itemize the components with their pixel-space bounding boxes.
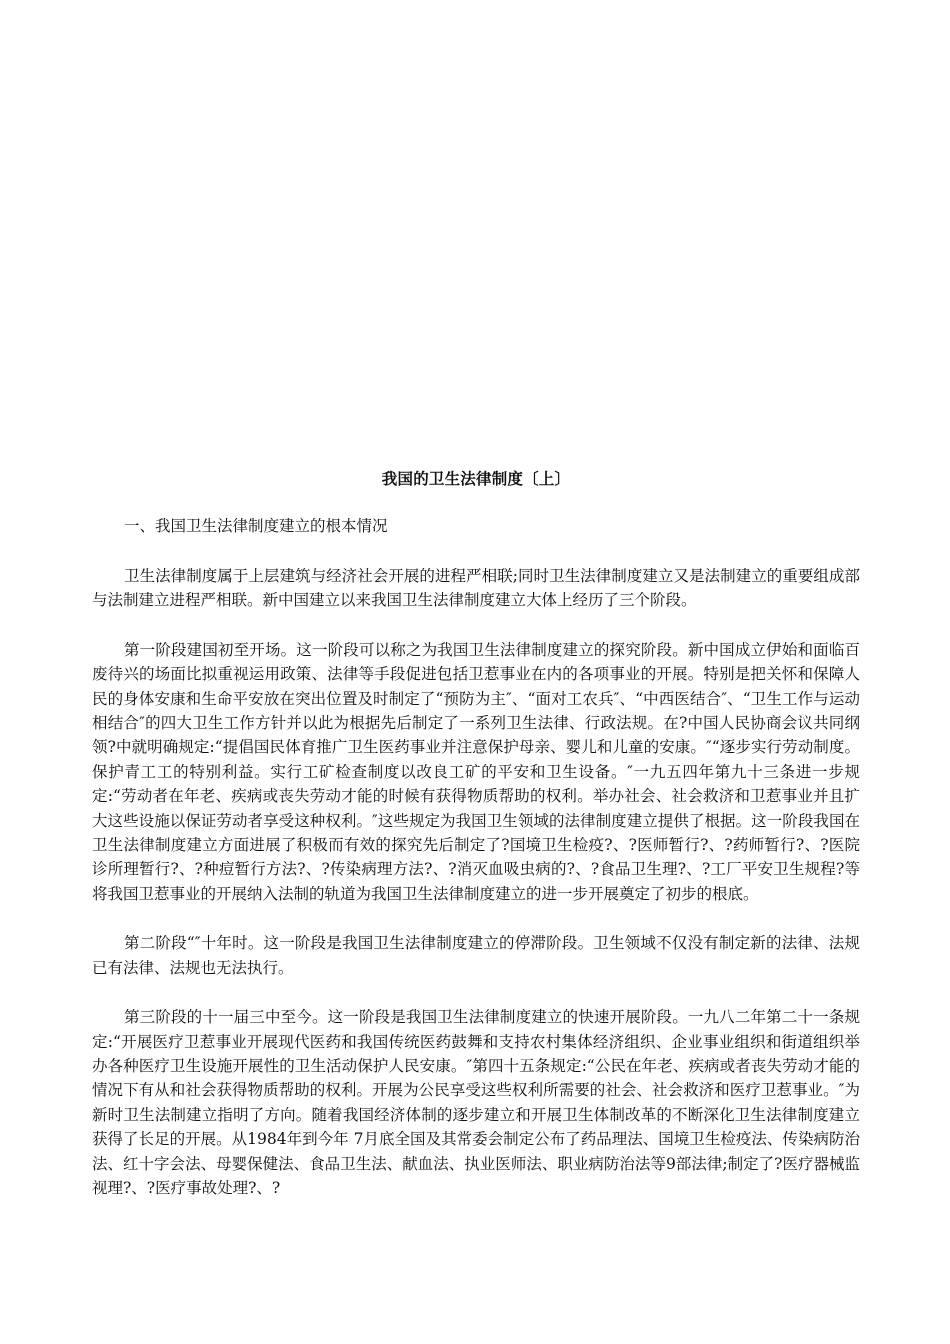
document-title: 我国的卫生法律制度〔上〕 [381, 470, 571, 488]
paragraph-stage-two: 第二阶段“″十年时。这一阶段是我国卫生法律制度建立的停滞阶段。卫生领域不仅没有制定新的法律、法规已有法律、法规也无法执行。 [92, 934, 860, 977]
section-heading: 一、我国卫生法律制度建立的根本情况 [124, 517, 388, 535]
paragraph-stage-one: 第一阶段建国初至开场。这一阶段可以称之为我国卫生法律制度建立的探究阶段。新中国成立伊始和面临百废待兴的场面比拟重视运用政策、法律等手段促进包括卫惹事业在内的各项事业的开展。特别是把关怀和保障人民的身体安康和生命平安放在突出位置及时制定了“预防为主″、“面对工农兵″、“中西医结合″、“卫生工作与运动相结合″的四大卫生工作方针并以此为根据先后制定了一系列卫生法律、行政法规。在?中国人民协商会议共同纲领?中就明确规定:“提倡国民体育推广卫生医药事业并注意保护母亲、婴儿和儿童的安康。″“逐步实行劳动制度。保护青工工的特别利益。实行工矿检查制度以改良工矿的平安和卫生设备。″一九五四年第九十三条进一步规定:“劳动者在年老、疾病或丧失劳动才能的时候有获得物质帮助的权利。举办社会、社会救济和卫惹事业并且扩大这些设施以保证劳动者享受这种权利。″这些规定为我国卫生领域的法律制度建立提供了根据。这一阶段我国在卫生法律制度建立方面进展了积极而有效的探究先后制定了?国境卫生检疫?、?医师暂行?、?药师暂行?、?医院诊所理暂行?、?种痘暂行方法?、?传染病理方法?、?消灭血吸虫病的?、?食品卫生理?、?工厂平安卫生规程?等将我国卫惹事业的开展纳入法制的轨道为我国卫生法律制度建立的进一步开展奠定了初步的根底。 [92, 640, 860, 903]
paragraph-stage-three: 第三阶段的十一届三中至今。这一阶段是我国卫生法律制度建立的快速开展阶段。一九八二年第二十一条规定:“开展医疗卫惹事业开展现代医药和我国传统医药鼓舞和支持农村集体经济组织、企业事业组织和街道组织举办各种医疗卫生设施开展性的卫生活动保护人民安康。″第四十五条规定:“公民在年老、疾病或者丧失劳动才能的情况下有从和社会获得物质帮助的权利。开展为公民享受这些权利所需要的社会、社会救济和医疗卫惹事业。″为新时卫生法制建立指明了方向。随着我国经济体制的逐步建立和开展卫生体制改革的不断深化卫生法律制度建立获得了长足的开展。从1984年到今年 7月底全国及其常委会制定公布了药品理法、国境卫生检疫法、传染病防治法、红十字会法、母婴保健法、食品卫生法、献血法、执业医师法、职业病防治法等9部法律;制定了?医疗器械监视理?、?医疗事故处理?、? [92, 1008, 860, 1197]
document-page [92, 468, 860, 1225]
paragraph-intro: 卫生法律制度属于上层建筑与经济社会开展的进程严相联;同时卫生法律制度建立又是法制建立的重要组成部与法制建立进程严相联。新中国建立以来我国卫生法律制度建立大体上经历了三个阶段。 [92, 567, 860, 610]
